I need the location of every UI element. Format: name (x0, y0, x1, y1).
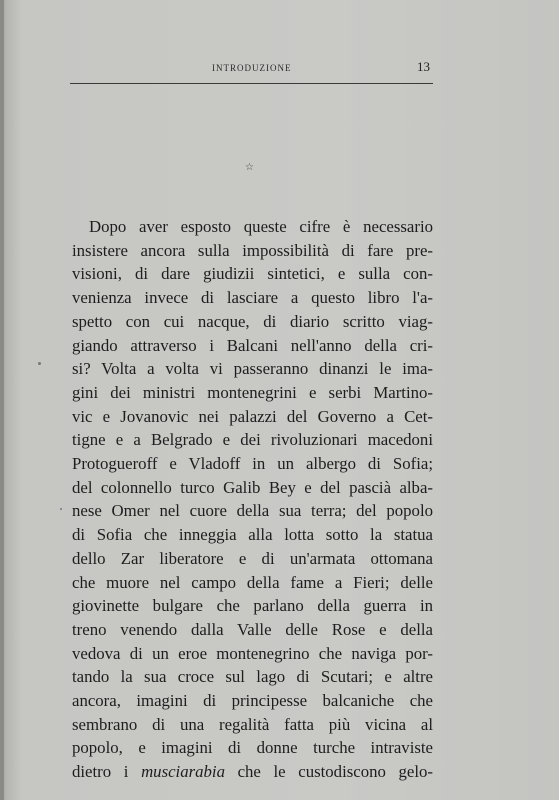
paper-speck (60, 508, 62, 510)
text-line: nese Omer nel cuore della sua terra; del popolo (72, 501, 433, 521)
paper-speck (38, 362, 41, 365)
text-line: del colonnello turco Galib Bey e del pascià alba- (72, 477, 433, 497)
text-line: spetto con cui nacque, di diario scritto viag- (72, 311, 433, 331)
text-line: dello Zar liberatore e di un'armata ottomana (72, 548, 433, 568)
text-line: Protogueroff e Vladoff in un albergo di Sofia; (72, 454, 433, 474)
text-fragment: dietro i (72, 762, 142, 782)
text-line: che muore nel campo della fame a Fieri; delle (72, 572, 433, 592)
text-line: vedova di un eroe montenegrino che naviga por- (72, 643, 433, 663)
text-line: vic e Jovanovic nei palazzi del Governo a Cet- (72, 406, 433, 426)
header-rule (70, 83, 433, 84)
text-line: di Sofia che inneggia alla lotta sotto la statua (72, 525, 433, 545)
text-line: gini dei ministri montenegrini e serbi Martino- (72, 382, 433, 402)
page-gutter-shadow (0, 0, 4, 800)
text-line-last (72, 760, 433, 784)
text-line: sembrano di una regalità fatta più vicina al (72, 714, 433, 734)
text-line: tando la sua croce sul lago di Scutari; e altre (72, 667, 433, 687)
text-line: treno venendo dalla Valle delle Rose e della (72, 619, 433, 639)
text-line: tigne e a Belgrado e dei rivoluzionari macedoni (72, 430, 433, 450)
section-separator-star: ☆ (245, 162, 254, 173)
text-line: visioni, di dare giudizii sintetici, e sulla con- (72, 264, 433, 284)
text-line: giando attraverso i Balcani nell'anno della cri- (72, 335, 433, 355)
text-line: ancora, imagini di principesse balcaniche che (72, 691, 433, 711)
text-line: Dopo aver esposto queste cifre è necessario (89, 217, 433, 236)
text-fragment: che le custodiscono gelo- (224, 762, 433, 782)
text-line: insistere ancora sulla impossibilità di fare pre- (72, 240, 433, 260)
running-header-title: INTRODUZIONE (212, 63, 292, 73)
text-line: venienza invece di lasciare a questo libro l'a- (72, 288, 433, 308)
text-line: si? Volta a volta vi passeranno dinanzi le ima- (72, 359, 433, 379)
text-line: popolo, e imagini di donne turche intraviste (72, 738, 433, 758)
body-paragraph (72, 215, 433, 784)
text-line: giovinette bulgare che parlano della guerra in (72, 596, 433, 616)
page-number: 13 (417, 59, 430, 74)
italic-term: musciarabia (141, 762, 225, 782)
